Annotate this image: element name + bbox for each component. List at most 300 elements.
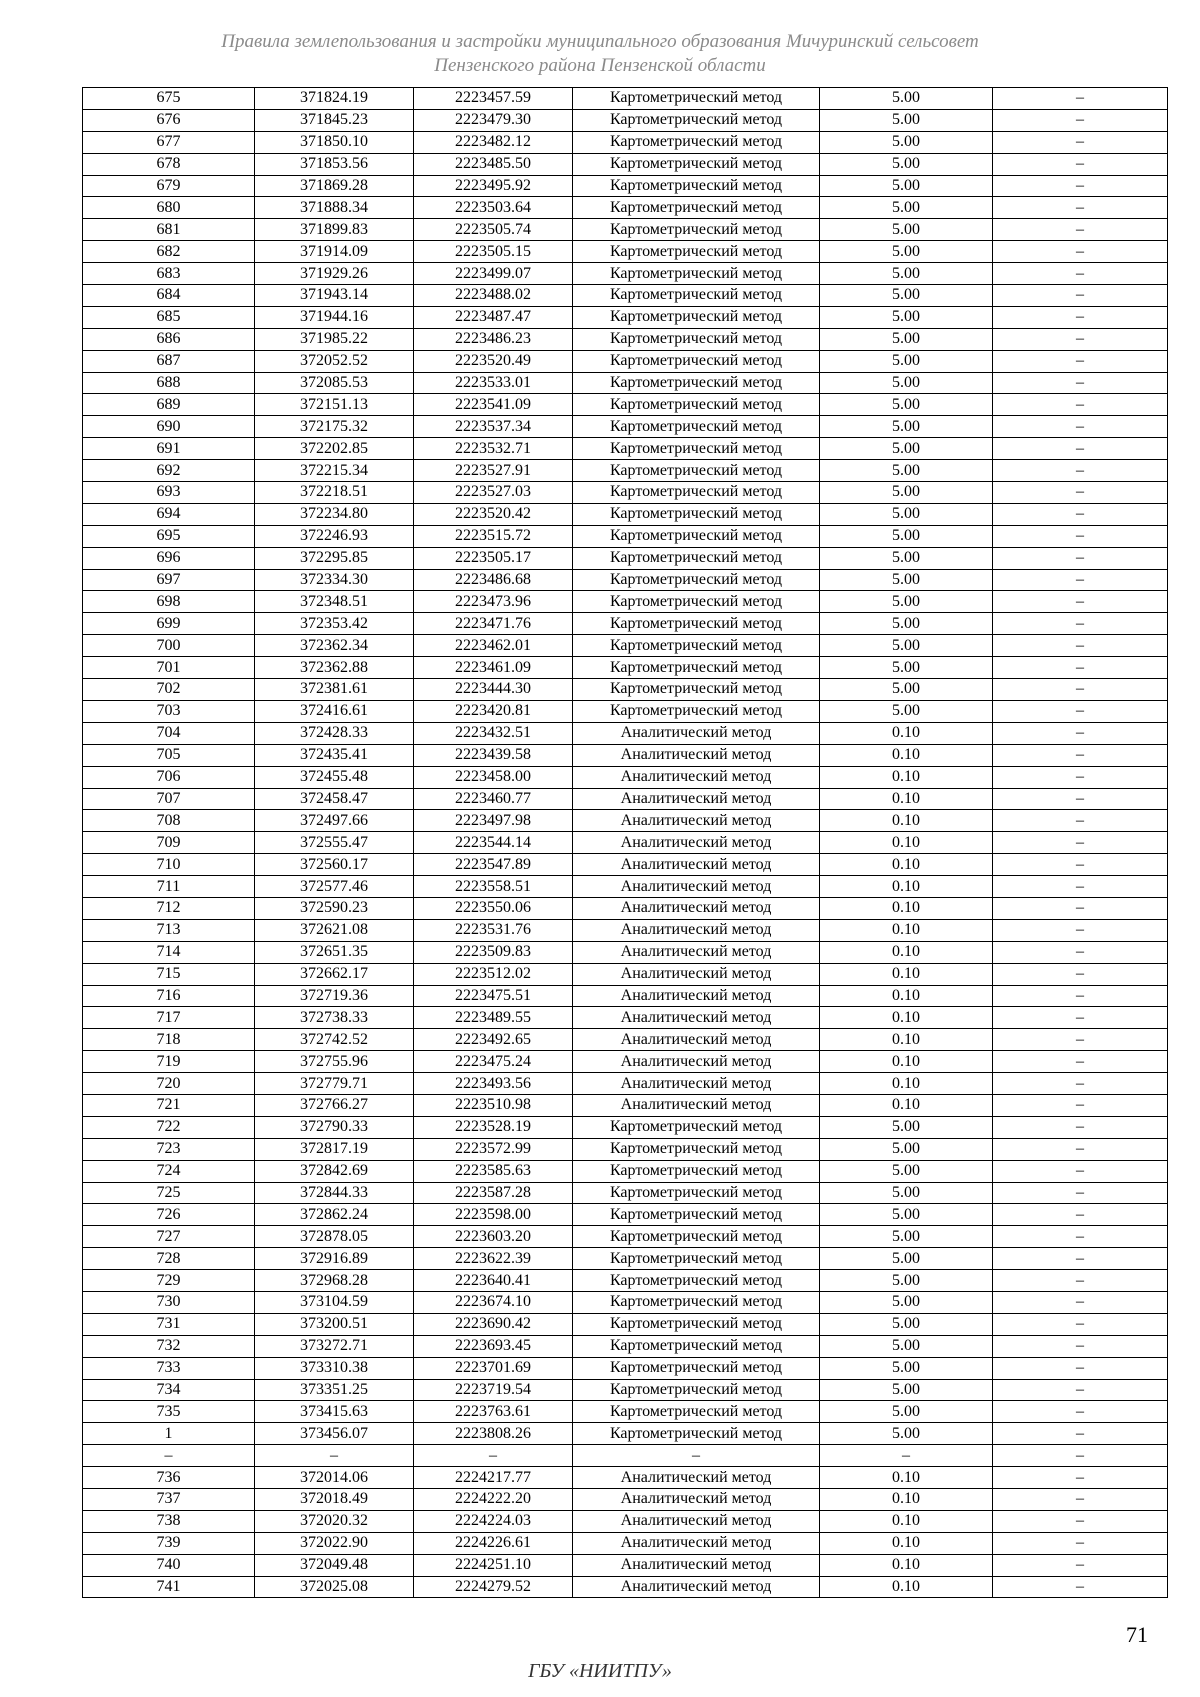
x-coordinate-cell: 373456.07 bbox=[255, 1423, 414, 1445]
y-coordinate-cell: 2223719.54 bbox=[414, 1379, 573, 1401]
x-coordinate-cell: 372844.33 bbox=[255, 1182, 414, 1204]
x-coordinate-cell: 372766.27 bbox=[255, 1094, 414, 1116]
x-coordinate-cell: 372022.90 bbox=[255, 1532, 414, 1554]
accuracy-cell: 5.00 bbox=[820, 328, 993, 350]
point-number-cell: 687 bbox=[83, 350, 255, 372]
coordinates-table bbox=[82, 87, 1168, 1598]
table-row bbox=[83, 1094, 1168, 1116]
method-cell: – bbox=[573, 1445, 820, 1467]
note-cell: – bbox=[993, 657, 1168, 679]
x-coordinate-cell: 371869.28 bbox=[255, 175, 414, 197]
method-cell: Картометрический метод bbox=[573, 394, 820, 416]
x-coordinate-cell: 372790.33 bbox=[255, 1116, 414, 1138]
table-row bbox=[83, 525, 1168, 547]
point-number-cell: 736 bbox=[83, 1467, 255, 1489]
y-coordinate-cell: 2223495.92 bbox=[414, 175, 573, 197]
table-row bbox=[83, 1379, 1168, 1401]
table-row bbox=[83, 1510, 1168, 1532]
point-number-cell: 722 bbox=[83, 1116, 255, 1138]
accuracy-cell: 5.00 bbox=[820, 525, 993, 547]
note-cell: – bbox=[993, 1532, 1168, 1554]
x-coordinate-cell: 371944.16 bbox=[255, 306, 414, 328]
y-coordinate-cell: 2223528.19 bbox=[414, 1116, 573, 1138]
accuracy-cell: 5.00 bbox=[820, 1226, 993, 1248]
y-coordinate-cell: 2223527.03 bbox=[414, 482, 573, 504]
point-number-cell: 689 bbox=[83, 394, 255, 416]
note-cell: – bbox=[993, 1554, 1168, 1576]
table-row bbox=[83, 1554, 1168, 1576]
accuracy-cell: 5.00 bbox=[820, 591, 993, 613]
note-cell: – bbox=[993, 1007, 1168, 1029]
method-cell: Картометрический метод bbox=[573, 700, 820, 722]
accuracy-cell: 0.10 bbox=[820, 1051, 993, 1073]
point-number-cell: 702 bbox=[83, 679, 255, 701]
table-row bbox=[83, 1313, 1168, 1335]
accuracy-cell: 0.10 bbox=[820, 985, 993, 1007]
method-cell: Картометрический метод bbox=[573, 1423, 820, 1445]
table-row bbox=[83, 175, 1168, 197]
x-coordinate-cell: 372662.17 bbox=[255, 963, 414, 985]
accuracy-cell: 0.10 bbox=[820, 941, 993, 963]
table-row bbox=[83, 285, 1168, 307]
accuracy-cell: 5.00 bbox=[820, 700, 993, 722]
note-cell: – bbox=[993, 635, 1168, 657]
table-row bbox=[83, 679, 1168, 701]
method-cell: Картометрический метод bbox=[573, 460, 820, 482]
y-coordinate-cell: 2223674.10 bbox=[414, 1291, 573, 1313]
method-cell: Аналитический метод bbox=[573, 1489, 820, 1511]
method-cell: Картометрический метод bbox=[573, 1182, 820, 1204]
note-cell: – bbox=[993, 941, 1168, 963]
x-coordinate-cell: 371914.09 bbox=[255, 241, 414, 263]
note-cell: – bbox=[993, 854, 1168, 876]
accuracy-cell: 5.00 bbox=[820, 1138, 993, 1160]
method-cell: Картометрический метод bbox=[573, 1335, 820, 1357]
note-cell: – bbox=[993, 263, 1168, 285]
note-cell: – bbox=[993, 591, 1168, 613]
y-coordinate-cell: 2223585.63 bbox=[414, 1160, 573, 1182]
accuracy-cell: 0.10 bbox=[820, 1554, 993, 1576]
y-coordinate-cell: 2223505.74 bbox=[414, 219, 573, 241]
accuracy-cell: 5.00 bbox=[820, 131, 993, 153]
accuracy-cell: 0.10 bbox=[820, 876, 993, 898]
x-coordinate-cell: 372878.05 bbox=[255, 1226, 414, 1248]
y-coordinate-cell: 2223763.61 bbox=[414, 1401, 573, 1423]
table-row bbox=[83, 722, 1168, 744]
note-cell: – bbox=[993, 219, 1168, 241]
x-coordinate-cell: 372362.88 bbox=[255, 657, 414, 679]
table-row bbox=[83, 482, 1168, 504]
accuracy-cell: 0.10 bbox=[820, 1489, 993, 1511]
y-coordinate-cell: 2223460.77 bbox=[414, 788, 573, 810]
accuracy-cell: 0.10 bbox=[820, 722, 993, 744]
point-number-cell: 740 bbox=[83, 1554, 255, 1576]
table-row bbox=[83, 438, 1168, 460]
y-coordinate-cell: 2223550.06 bbox=[414, 897, 573, 919]
point-number-cell: 677 bbox=[83, 131, 255, 153]
accuracy-cell: 5.00 bbox=[820, 1182, 993, 1204]
method-cell: Аналитический метод bbox=[573, 810, 820, 832]
table-row bbox=[83, 788, 1168, 810]
point-number-cell: 733 bbox=[83, 1357, 255, 1379]
accuracy-cell: 5.00 bbox=[820, 175, 993, 197]
table-row bbox=[83, 985, 1168, 1007]
note-cell: – bbox=[993, 1401, 1168, 1423]
note-cell: – bbox=[993, 1270, 1168, 1292]
note-cell: – bbox=[993, 241, 1168, 263]
table-row bbox=[83, 263, 1168, 285]
accuracy-cell: 0.10 bbox=[820, 766, 993, 788]
x-coordinate-cell: 372014.06 bbox=[255, 1467, 414, 1489]
point-number-cell: 703 bbox=[83, 700, 255, 722]
y-coordinate-cell: 2224217.77 bbox=[414, 1467, 573, 1489]
accuracy-cell: 0.10 bbox=[820, 1073, 993, 1095]
y-coordinate-cell: 2223461.09 bbox=[414, 657, 573, 679]
table-row bbox=[83, 1007, 1168, 1029]
note-cell: – bbox=[993, 1248, 1168, 1270]
x-coordinate-cell: 372020.32 bbox=[255, 1510, 414, 1532]
x-coordinate-cell: 371888.34 bbox=[255, 197, 414, 219]
method-cell: Картометрический метод bbox=[573, 1291, 820, 1313]
accuracy-cell: 5.00 bbox=[820, 350, 993, 372]
method-cell: Картометрический метод bbox=[573, 241, 820, 263]
accuracy-cell: 5.00 bbox=[820, 88, 993, 110]
accuracy-cell: 0.10 bbox=[820, 897, 993, 919]
accuracy-cell: 0.10 bbox=[820, 788, 993, 810]
accuracy-cell: 0.10 bbox=[820, 1467, 993, 1489]
method-cell: Картометрический метод bbox=[573, 219, 820, 241]
accuracy-cell: 5.00 bbox=[820, 438, 993, 460]
y-coordinate-cell: 2223444.30 bbox=[414, 679, 573, 701]
accuracy-cell: 5.00 bbox=[820, 1357, 993, 1379]
x-coordinate-cell: 372916.89 bbox=[255, 1248, 414, 1270]
table-row bbox=[83, 700, 1168, 722]
note-cell: – bbox=[993, 963, 1168, 985]
point-number-cell: 697 bbox=[83, 569, 255, 591]
accuracy-cell: 5.00 bbox=[820, 306, 993, 328]
y-coordinate-cell: 2224251.10 bbox=[414, 1554, 573, 1576]
x-coordinate-cell: 372738.33 bbox=[255, 1007, 414, 1029]
table-row bbox=[83, 1116, 1168, 1138]
table-row bbox=[83, 919, 1168, 941]
y-coordinate-cell: 2224222.20 bbox=[414, 1489, 573, 1511]
accuracy-cell: 0.10 bbox=[820, 1094, 993, 1116]
method-cell: Картометрический метод bbox=[573, 153, 820, 175]
method-cell: Картометрический метод bbox=[573, 569, 820, 591]
x-coordinate-cell: 371929.26 bbox=[255, 263, 414, 285]
note-cell: – bbox=[993, 416, 1168, 438]
table-row bbox=[83, 241, 1168, 263]
note-cell: – bbox=[993, 1051, 1168, 1073]
accuracy-cell: 5.00 bbox=[820, 635, 993, 657]
point-number-cell: 705 bbox=[83, 744, 255, 766]
y-coordinate-cell: 2223541.09 bbox=[414, 394, 573, 416]
point-number-cell: 714 bbox=[83, 941, 255, 963]
point-number-cell: 675 bbox=[83, 88, 255, 110]
note-cell: – bbox=[993, 1489, 1168, 1511]
method-cell: Картометрический метод bbox=[573, 306, 820, 328]
method-cell: Аналитический метод bbox=[573, 876, 820, 898]
note-cell: – bbox=[993, 109, 1168, 131]
method-cell: Картометрический метод bbox=[573, 525, 820, 547]
accuracy-cell: 5.00 bbox=[820, 372, 993, 394]
method-cell: Картометрический метод bbox=[573, 613, 820, 635]
x-coordinate-cell: 371824.19 bbox=[255, 88, 414, 110]
note-cell: – bbox=[993, 1029, 1168, 1051]
x-coordinate-cell: 372560.17 bbox=[255, 854, 414, 876]
point-number-cell: 707 bbox=[83, 788, 255, 810]
method-cell: Аналитический метод bbox=[573, 832, 820, 854]
table-row bbox=[83, 1270, 1168, 1292]
table-row bbox=[83, 1204, 1168, 1226]
table-row bbox=[83, 1489, 1168, 1511]
note-cell: – bbox=[993, 1138, 1168, 1160]
y-coordinate-cell: 2223492.65 bbox=[414, 1029, 573, 1051]
accuracy-cell: 5.00 bbox=[820, 503, 993, 525]
point-number-cell: 738 bbox=[83, 1510, 255, 1532]
y-coordinate-cell: 2223471.76 bbox=[414, 613, 573, 635]
x-coordinate-cell: 372151.13 bbox=[255, 394, 414, 416]
accuracy-cell: 5.00 bbox=[820, 394, 993, 416]
point-number-cell: 708 bbox=[83, 810, 255, 832]
method-cell: Аналитический метод bbox=[573, 766, 820, 788]
note-cell: – bbox=[993, 766, 1168, 788]
table-row bbox=[83, 394, 1168, 416]
page-header bbox=[0, 30, 1200, 78]
method-cell: Картометрический метод bbox=[573, 1138, 820, 1160]
page-footer: ГБУ «НИИТПУ» bbox=[528, 1660, 672, 1682]
accuracy-cell: 0.10 bbox=[820, 1007, 993, 1029]
accuracy-cell: 5.00 bbox=[820, 109, 993, 131]
x-coordinate-cell: 372458.47 bbox=[255, 788, 414, 810]
accuracy-cell: 5.00 bbox=[820, 1335, 993, 1357]
table-row bbox=[83, 897, 1168, 919]
header-line-2: Пензенского района Пензенской области bbox=[434, 55, 766, 76]
x-coordinate-cell: 372334.30 bbox=[255, 569, 414, 591]
method-cell: Аналитический метод bbox=[573, 963, 820, 985]
point-number-cell: 706 bbox=[83, 766, 255, 788]
y-coordinate-cell: 2223486.23 bbox=[414, 328, 573, 350]
x-coordinate-cell: 372381.61 bbox=[255, 679, 414, 701]
point-number-cell: 715 bbox=[83, 963, 255, 985]
note-cell: – bbox=[993, 1510, 1168, 1532]
note-cell: – bbox=[993, 131, 1168, 153]
method-cell: Картометрический метод bbox=[573, 657, 820, 679]
y-coordinate-cell: 2223475.51 bbox=[414, 985, 573, 1007]
y-coordinate-cell: 2223531.76 bbox=[414, 919, 573, 941]
table-row bbox=[83, 657, 1168, 679]
note-cell: – bbox=[993, 1357, 1168, 1379]
y-coordinate-cell: 2223485.50 bbox=[414, 153, 573, 175]
method-cell: Аналитический метод bbox=[573, 1094, 820, 1116]
accuracy-cell: 5.00 bbox=[820, 1401, 993, 1423]
accuracy-cell: 5.00 bbox=[820, 241, 993, 263]
note-cell: – bbox=[993, 350, 1168, 372]
table-row bbox=[83, 306, 1168, 328]
point-number-cell: 678 bbox=[83, 153, 255, 175]
note-cell: – bbox=[993, 1116, 1168, 1138]
x-coordinate-cell: 372577.46 bbox=[255, 876, 414, 898]
note-cell: – bbox=[993, 1313, 1168, 1335]
y-coordinate-cell: 2223558.51 bbox=[414, 876, 573, 898]
point-number-cell: 726 bbox=[83, 1204, 255, 1226]
method-cell: Аналитический метод bbox=[573, 1029, 820, 1051]
note-cell: – bbox=[993, 328, 1168, 350]
accuracy-cell: 5.00 bbox=[820, 1423, 993, 1445]
y-coordinate-cell: 2224226.61 bbox=[414, 1532, 573, 1554]
point-number-cell: 680 bbox=[83, 197, 255, 219]
note-cell: – bbox=[993, 394, 1168, 416]
point-number-cell: 727 bbox=[83, 1226, 255, 1248]
y-coordinate-cell: 2223603.20 bbox=[414, 1226, 573, 1248]
method-cell: Картометрический метод bbox=[573, 1379, 820, 1401]
point-number-cell: 686 bbox=[83, 328, 255, 350]
y-coordinate-cell: 2223458.00 bbox=[414, 766, 573, 788]
x-coordinate-cell: 372590.23 bbox=[255, 897, 414, 919]
table-row bbox=[83, 1073, 1168, 1095]
method-cell: Картометрический метод bbox=[573, 679, 820, 701]
x-coordinate-cell: 372755.96 bbox=[255, 1051, 414, 1073]
note-cell: – bbox=[993, 919, 1168, 941]
header-line-1: Правила землепользования и застройки муниципального образования Мичуринский сельсовет bbox=[221, 31, 979, 52]
x-coordinate-cell: 372018.49 bbox=[255, 1489, 414, 1511]
method-cell: Аналитический метод bbox=[573, 985, 820, 1007]
x-coordinate-cell: 372968.28 bbox=[255, 1270, 414, 1292]
x-coordinate-cell: 372779.71 bbox=[255, 1073, 414, 1095]
note-cell: – bbox=[993, 832, 1168, 854]
point-number-cell: 699 bbox=[83, 613, 255, 635]
method-cell: Аналитический метод bbox=[573, 897, 820, 919]
accuracy-cell: 5.00 bbox=[820, 219, 993, 241]
method-cell: Аналитический метод bbox=[573, 1554, 820, 1576]
x-coordinate-cell: 371943.14 bbox=[255, 285, 414, 307]
table-row bbox=[83, 328, 1168, 350]
point-number-cell: 695 bbox=[83, 525, 255, 547]
note-cell: – bbox=[993, 1576, 1168, 1598]
y-coordinate-cell: 2223537.34 bbox=[414, 416, 573, 438]
y-coordinate-cell: 2223486.68 bbox=[414, 569, 573, 591]
note-cell: – bbox=[993, 153, 1168, 175]
point-number-cell: 721 bbox=[83, 1094, 255, 1116]
x-coordinate-cell: 373104.59 bbox=[255, 1291, 414, 1313]
x-coordinate-cell: 372085.53 bbox=[255, 372, 414, 394]
note-cell: – bbox=[993, 788, 1168, 810]
x-coordinate-cell: 372817.19 bbox=[255, 1138, 414, 1160]
table-row bbox=[83, 635, 1168, 657]
accuracy-cell: 0.10 bbox=[820, 1576, 993, 1598]
accuracy-cell: 0.10 bbox=[820, 810, 993, 832]
y-coordinate-cell: 2223701.69 bbox=[414, 1357, 573, 1379]
method-cell: Картометрический метод bbox=[573, 109, 820, 131]
note-cell: – bbox=[993, 547, 1168, 569]
y-coordinate-cell: 2223475.24 bbox=[414, 1051, 573, 1073]
note-cell: – bbox=[993, 1445, 1168, 1467]
y-coordinate-cell: 2223515.72 bbox=[414, 525, 573, 547]
y-coordinate-cell: 2223487.47 bbox=[414, 306, 573, 328]
y-coordinate-cell: 2224224.03 bbox=[414, 1510, 573, 1532]
y-coordinate-cell: – bbox=[414, 1445, 573, 1467]
note-cell: – bbox=[993, 1379, 1168, 1401]
point-number-cell: 723 bbox=[83, 1138, 255, 1160]
table-row bbox=[83, 1182, 1168, 1204]
table-row bbox=[83, 1532, 1168, 1554]
point-number-cell: 719 bbox=[83, 1051, 255, 1073]
table-row bbox=[83, 547, 1168, 569]
note-cell: – bbox=[993, 482, 1168, 504]
note-cell: – bbox=[993, 679, 1168, 701]
x-coordinate-cell: – bbox=[255, 1445, 414, 1467]
point-number-cell: 734 bbox=[83, 1379, 255, 1401]
x-coordinate-cell: 371850.10 bbox=[255, 131, 414, 153]
y-coordinate-cell: 2223544.14 bbox=[414, 832, 573, 854]
note-cell: – bbox=[993, 613, 1168, 635]
note-cell: – bbox=[993, 372, 1168, 394]
table-row bbox=[83, 1160, 1168, 1182]
note-cell: – bbox=[993, 1204, 1168, 1226]
x-coordinate-cell: 371853.56 bbox=[255, 153, 414, 175]
point-number-cell: 718 bbox=[83, 1029, 255, 1051]
accuracy-cell: 5.00 bbox=[820, 569, 993, 591]
point-number-cell: 732 bbox=[83, 1335, 255, 1357]
table-row bbox=[83, 810, 1168, 832]
x-coordinate-cell: 371899.83 bbox=[255, 219, 414, 241]
note-cell: – bbox=[993, 1073, 1168, 1095]
method-cell: Аналитический метод bbox=[573, 1576, 820, 1598]
point-number-cell: 710 bbox=[83, 854, 255, 876]
table-row bbox=[83, 1335, 1168, 1357]
method-cell: Картометрический метод bbox=[573, 1248, 820, 1270]
method-cell: Картометрический метод bbox=[573, 1270, 820, 1292]
accuracy-cell: 5.00 bbox=[820, 613, 993, 635]
table-row bbox=[83, 941, 1168, 963]
table-row bbox=[83, 350, 1168, 372]
method-cell: Картометрический метод bbox=[573, 372, 820, 394]
method-cell: Картометрический метод bbox=[573, 1226, 820, 1248]
x-coordinate-cell: 372246.93 bbox=[255, 525, 414, 547]
method-cell: Аналитический метод bbox=[573, 1007, 820, 1029]
x-coordinate-cell: 372353.42 bbox=[255, 613, 414, 635]
accuracy-cell: 5.00 bbox=[820, 460, 993, 482]
method-cell: Картометрический метод bbox=[573, 1204, 820, 1226]
method-cell: Аналитический метод bbox=[573, 941, 820, 963]
y-coordinate-cell: 2223503.64 bbox=[414, 197, 573, 219]
point-number-cell: 700 bbox=[83, 635, 255, 657]
point-number-cell: 711 bbox=[83, 876, 255, 898]
x-coordinate-cell: 371845.23 bbox=[255, 109, 414, 131]
point-number-cell: 1 bbox=[83, 1423, 255, 1445]
method-cell: Картометрический метод bbox=[573, 1116, 820, 1138]
note-cell: – bbox=[993, 897, 1168, 919]
y-coordinate-cell: 2223547.89 bbox=[414, 854, 573, 876]
method-cell: Картометрический метод bbox=[573, 175, 820, 197]
x-coordinate-cell: 372555.47 bbox=[255, 832, 414, 854]
point-number-cell: 741 bbox=[83, 1576, 255, 1598]
point-number-cell: 693 bbox=[83, 482, 255, 504]
note-cell: – bbox=[993, 722, 1168, 744]
point-number-cell: 691 bbox=[83, 438, 255, 460]
point-number-cell: 730 bbox=[83, 1291, 255, 1313]
method-cell: Картометрический метод bbox=[573, 438, 820, 460]
note-cell: – bbox=[993, 175, 1168, 197]
table-row bbox=[83, 109, 1168, 131]
table-row bbox=[83, 1291, 1168, 1313]
accuracy-cell: 5.00 bbox=[820, 263, 993, 285]
point-number-cell: 739 bbox=[83, 1532, 255, 1554]
point-number-cell: 737 bbox=[83, 1489, 255, 1511]
x-coordinate-cell: 372025.08 bbox=[255, 1576, 414, 1598]
method-cell: Аналитический метод bbox=[573, 919, 820, 941]
table-row bbox=[83, 372, 1168, 394]
